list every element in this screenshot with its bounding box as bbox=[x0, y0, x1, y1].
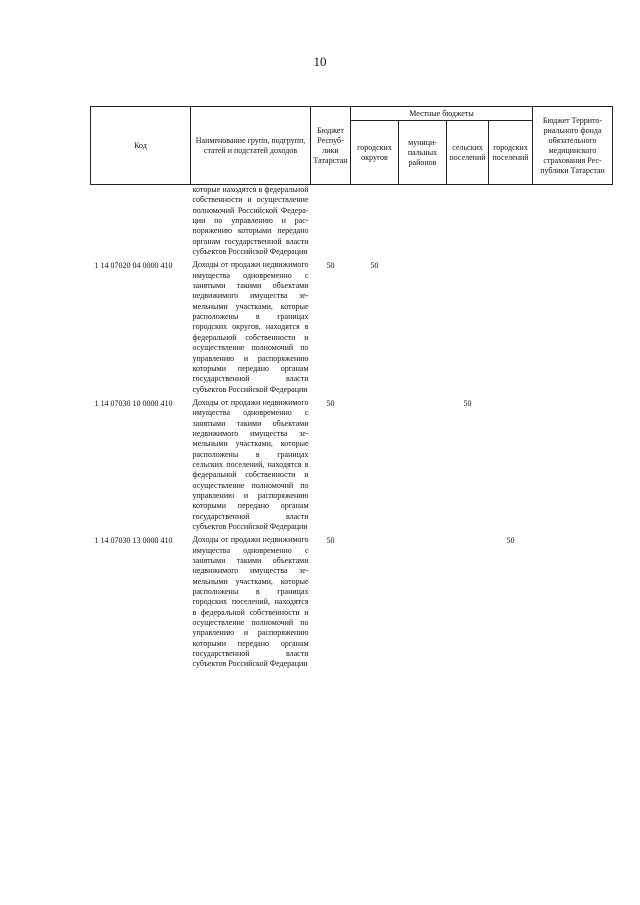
row-value-territorial-fund bbox=[533, 398, 613, 532]
row-value-territorial-fund bbox=[533, 260, 613, 394]
row-name: Доходы от продажи недвижимого имущества одновременно с занятыми такими объектами недвижимого имущества земельными участками, которые расположены в границах сельских поселений, находятся в федеральной собственности и осуществление полномочий по управлению и распоряжению которыми передано органам государственной власти субъектов Российской Федерации bbox=[192, 397, 309, 531]
row-value-city-districts: 50 bbox=[370, 261, 379, 271]
header-city-districts: городских округов bbox=[351, 121, 399, 185]
table-row bbox=[91, 398, 613, 532]
row-name: Доходы от продажи недвижимого имущества одновременно с занятыми такими объектами недвижимого имущества земельными участками, которые расположены в границах городских округов, находятся в федеральной собственности и осуществление полномочий по управлению и распоряжению которыми передано органам государственной власти субъектов Российской Федерации bbox=[192, 260, 309, 394]
header-name: Наименование групп, подгрупп, статей и подстатей доходов bbox=[191, 107, 311, 185]
row-value-city-districts bbox=[351, 398, 399, 532]
header-urban-settlements: городских поселений bbox=[489, 121, 533, 185]
row-value-rural-settlements bbox=[447, 535, 489, 669]
row-value-republic: 50 bbox=[326, 398, 335, 408]
header-municipal-districts: муниципальных районов bbox=[399, 121, 447, 185]
revenue-distribution-table bbox=[90, 106, 613, 670]
row-value-rural-settlements: 50 bbox=[463, 398, 472, 408]
row-code: 1 14 07030 10 0000 410 bbox=[94, 398, 173, 408]
row-value-rural-settlements bbox=[447, 260, 489, 394]
row-value-municipal-districts bbox=[399, 398, 447, 532]
row-value-municipal-districts bbox=[399, 260, 447, 394]
row-code: 1 14 07030 13 0000 410 bbox=[94, 536, 173, 546]
row-value-urban-settlements bbox=[489, 260, 533, 394]
header-local-budgets: Местные бюджеты bbox=[351, 107, 533, 121]
table-row-continuation bbox=[91, 185, 613, 258]
row-value-city-districts bbox=[351, 535, 399, 669]
header-rural-settlements: сельских поселений bbox=[447, 121, 489, 185]
row-name: Доходы от продажи недвижимого имущества одновременно с занятыми такими объектами недвижимого имущества земельными участками, которые расположены в границах городских поселений, находятся в федеральной собственности и осуществление полномочий по управлению и распоряжению которыми передано органам государственной власти субъектов Российской Федерации bbox=[192, 535, 309, 669]
page-number: 10 bbox=[313, 54, 327, 69]
table-row bbox=[91, 260, 613, 394]
row-value-republic: 50 bbox=[326, 261, 335, 271]
row-value-municipal-districts bbox=[399, 535, 447, 669]
header-republic-budget: Бюджет Республики Татарстан bbox=[311, 107, 351, 185]
row-value-republic: 50 bbox=[326, 536, 335, 546]
header-code: Код bbox=[91, 107, 191, 185]
continuation-text: которые находятся в федеральной собственности и осуществление полномочий Российской Федерации по управлению и распоряжению которыми передано органам государственной власти субъектов Российской Федерации bbox=[192, 185, 309, 257]
header-territorial-fund: Бюджет Территориального фонда обязательного медицинского страхования Республики Татарстан bbox=[533, 107, 613, 185]
row-code: 1 14 07020 04 0000 410 bbox=[94, 261, 173, 271]
row-value-territorial-fund bbox=[533, 535, 613, 669]
row-value-urban-settlements: 50 bbox=[506, 536, 515, 546]
row-value-urban-settlements bbox=[489, 398, 533, 532]
table-row bbox=[91, 535, 613, 669]
